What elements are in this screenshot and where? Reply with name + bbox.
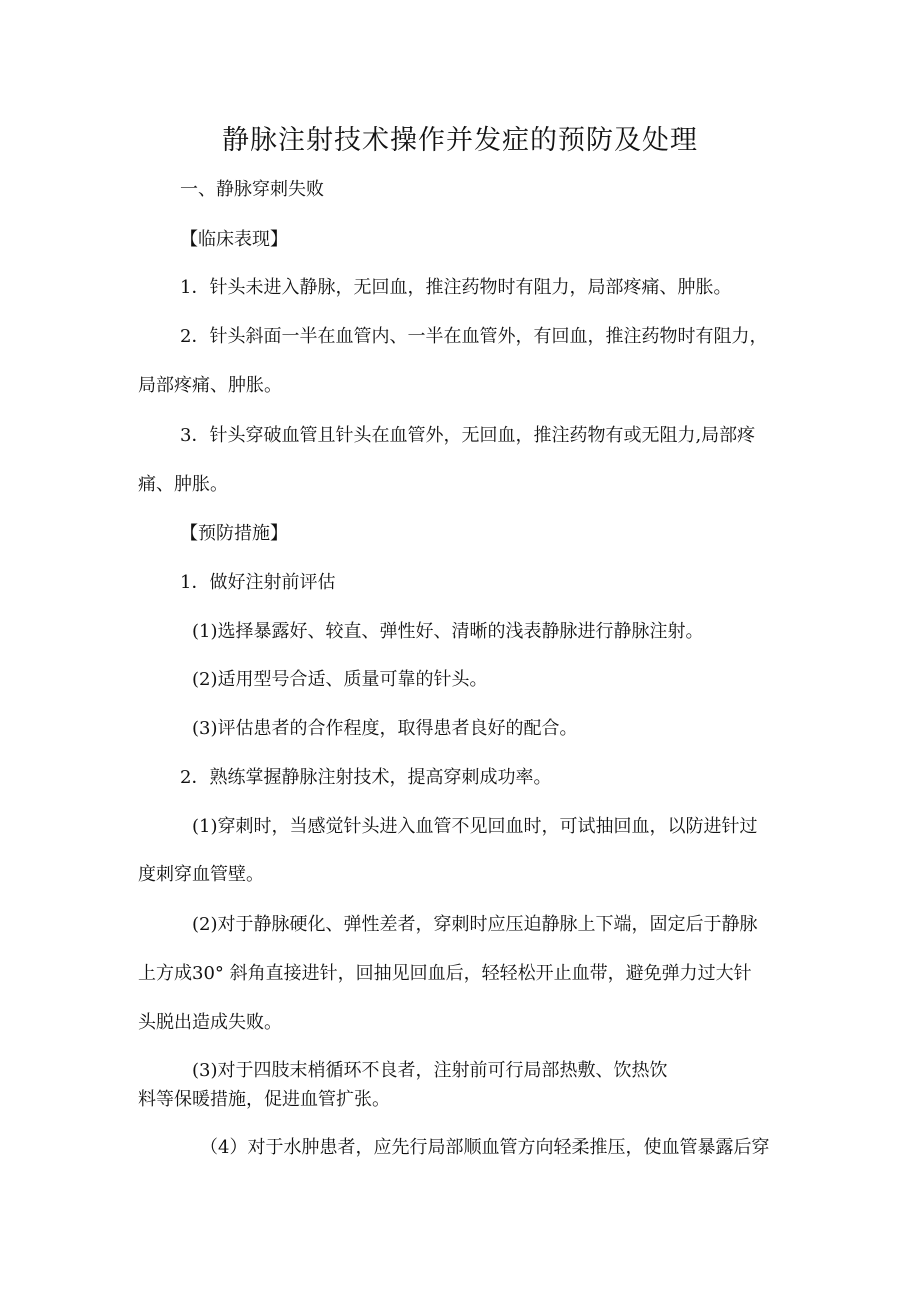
paragraph-line: (1)选择暴露好、较直、弹性好、清晰的浅表静脉进行静脉注射。: [192, 621, 704, 642]
paragraph-line: 度刺穿血管壁。: [138, 864, 264, 885]
section-heading: 一、静脉穿刺失败: [180, 179, 324, 200]
paragraph-line: 痛、肿胀。: [138, 474, 228, 495]
paragraph-line: (1)穿刺时，当感觉针头进入血管不见回血时，可试抽回血，以防进针过: [192, 816, 758, 837]
paragraph-line: (2)对于静脉硬化、弹性差者，穿刺时应压迫静脉上下端，固定后于静脉: [192, 914, 758, 935]
paragraph-line: 2．熟练掌握静脉注射技术，提高穿刺成功率。: [180, 767, 552, 788]
paragraph-line: (3)评估患者的合作程度，取得患者良好的配合。: [192, 718, 578, 739]
paragraph-line: 1．针头未进入静脉，无回血，推注药物时有阻力，局部疼痛、肿胀。: [180, 277, 732, 298]
paragraph-line: (3)对于四肢末梢循环不良者，注射前可行局部热敷、饮热饮: [192, 1060, 668, 1081]
paragraph-line: 局部疼痛、肿胀。: [138, 375, 282, 396]
paragraph-line: 料等保暖措施，促进血管扩张。: [138, 1089, 390, 1110]
paragraph-line: （4）对于水肿患者，应先行局部顺血管方向轻柔推压，使血管暴露后穿: [200, 1137, 770, 1158]
paragraph-line: (2)适用型号合适、质量可靠的针头。: [192, 669, 488, 690]
subsection-heading: 【临床表现】: [180, 229, 288, 250]
paragraph-line: 1．做好注射前评估: [180, 572, 336, 593]
paragraph-line: 2．针头斜面一半在血管内、一半在血管外，有回血，推注药物时有阻力，: [180, 326, 768, 347]
paragraph-line: 上方成30° 斜角直接进针，回抽见回血后，轻轻松开止血带，避免弹力过大针: [138, 963, 752, 984]
subsection-heading: 【预防措施】: [180, 523, 288, 544]
paragraph-line: 3．针头穿破血管且针头在血管外，无回血，推注药物有或无阻力,局部疼: [180, 425, 756, 446]
paragraph-line: 头脱出造成失败。: [138, 1012, 282, 1033]
document-title: 静脉注射技术操作并发症的预防及处理: [222, 125, 698, 156]
